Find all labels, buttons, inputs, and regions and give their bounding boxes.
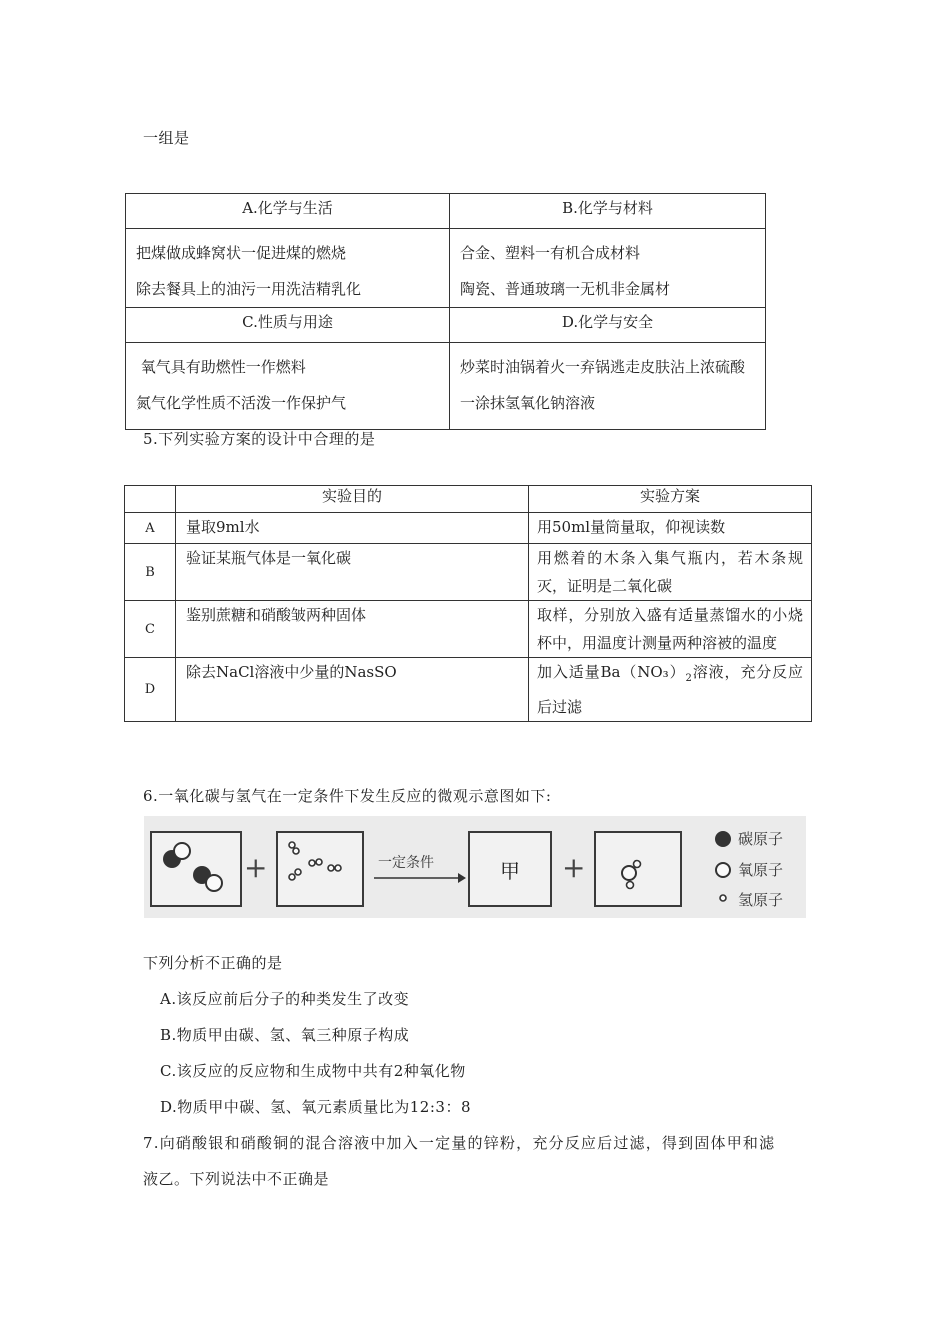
option-d-line-2: 一涂抹氢氧化钠溶液 — [460, 394, 596, 412]
option-a-header: A.化学与生活 — [126, 194, 450, 229]
legend-hydrogen: 氢原子 — [738, 891, 784, 909]
option-a-line-2: 除去餐具上的油污一用洗洁精乳化 — [136, 280, 362, 298]
table-row — [125, 513, 812, 544]
hydrogen-atom-icon — [718, 893, 728, 903]
carbon-atom-icon — [714, 830, 732, 848]
water-molecule-icon — [596, 833, 680, 905]
product-label: 甲 — [500, 859, 520, 883]
option-c-line-2: 氮气化学性质不活泼一作保护气 — [136, 394, 347, 412]
option-d: D.物质甲中碳、氢、氧元素质量比为12:3：8 — [160, 1098, 471, 1116]
column-header-goal: 实验目的 — [176, 486, 529, 513]
option-c-line-1: 氧气具有助燃性一作燃料 — [136, 358, 306, 376]
experiment-table-q5 — [124, 485, 812, 722]
row-plan — [529, 658, 812, 722]
option-d-content — [450, 343, 766, 430]
option-b-header: B.化学与材料 — [450, 194, 766, 229]
option-c: C.该反应的反应物和生成物中共有2种氧化物 — [160, 1062, 466, 1080]
option-b-content — [450, 229, 766, 308]
table-corner — [125, 486, 176, 513]
option-d-header: D.化学与安全 — [450, 308, 766, 343]
row-key: C — [125, 601, 176, 658]
question-7-line-2: 液乙。下列说法中不正确是 — [143, 1170, 330, 1188]
table-row — [125, 544, 812, 601]
legend — [714, 826, 804, 916]
row-goal: 量取9ml水 — [176, 513, 529, 544]
table-row — [125, 658, 812, 722]
h2-molecules-icon — [278, 833, 362, 905]
question-6-stem: 6.一氧化碳与氢气在一定条件下发生反应的微观示意图如下: — [143, 787, 552, 805]
reaction-arrow-icon — [374, 872, 466, 884]
plus-sign: + — [244, 851, 268, 884]
option-a-line-1: 把煤做成蜂窝状一促进煤的燃烧 — [136, 244, 347, 262]
option-c-content — [126, 343, 450, 430]
option-b-line-1: 合金、塑料一有机合成材料 — [460, 244, 641, 262]
product-box-water — [594, 831, 682, 907]
row-plan-subscript: 2 — [685, 673, 692, 684]
row-key: B — [125, 544, 176, 601]
option-c-header: C.性质与用途 — [126, 308, 450, 343]
option-a-content — [126, 229, 450, 308]
reactant-box-h2 — [276, 831, 364, 907]
row-key: D — [125, 658, 176, 722]
row-goal: 鉴别蔗糖和硝酸皱两种固体 — [176, 601, 529, 658]
reaction-condition: 一定条件 — [378, 855, 434, 871]
row-key: A — [125, 513, 176, 544]
question-5-stem: 5.下列实验方案的设计中合理的是 — [143, 430, 376, 448]
row-plan-part-2: 溶液，充分反应后过滤 — [537, 663, 803, 716]
oxygen-atom-icon — [714, 861, 732, 879]
option-a: A.该反应前后分子的种类发生了改变 — [160, 990, 410, 1008]
row-goal: 验证某瓶气体是一氧化碳 — [176, 544, 529, 601]
options-table-q4 — [125, 193, 766, 430]
product-box-jia — [468, 831, 552, 907]
legend-oxygen: 氧原子 — [738, 861, 784, 879]
table-row — [125, 601, 812, 658]
row-plan-part-1: 加入适量Ba（NO₃） — [537, 663, 686, 681]
option-b-line-2: 陶瓷、普通玻璃一无机非金属材 — [460, 280, 671, 298]
legend-carbon: 碳原子 — [738, 830, 784, 848]
question-7-line-1: 7.向硝酸银和硝酸铜的混合溶液中加入一定量的锌粉，充分反应后过滤，得到固体甲和滤 — [143, 1134, 776, 1152]
row-plan: 用50ml量筒量取，仰视读数 — [529, 513, 812, 544]
option-d-line-1: 炒菜时油锅着火一弃锅逃走皮肤沾上浓硫酸 — [460, 358, 746, 376]
reactant-box-co — [150, 831, 242, 907]
question-4-tail: 一组是 — [143, 129, 190, 147]
row-goal: 除去NaCl溶液中少量的NasSO — [176, 658, 529, 722]
option-b: B.物质甲由碳、氢、氧三种原子构成 — [160, 1026, 410, 1044]
row-plan: 用燃着的木条入集气瓶内，若木条规灭，证明是二氧化碳 — [529, 544, 812, 601]
reaction-diagram — [144, 816, 806, 918]
column-header-plan: 实验方案 — [529, 486, 812, 513]
row-plan: 取样，分别放入盛有适量蒸馏水的小烧杯中，用温度计测量两种溶被的温度 — [529, 601, 812, 658]
co-molecules-icon — [152, 833, 240, 905]
plus-sign-2: + — [562, 851, 586, 884]
question-6-prompt: 下列分析不正确的是 — [143, 954, 283, 972]
